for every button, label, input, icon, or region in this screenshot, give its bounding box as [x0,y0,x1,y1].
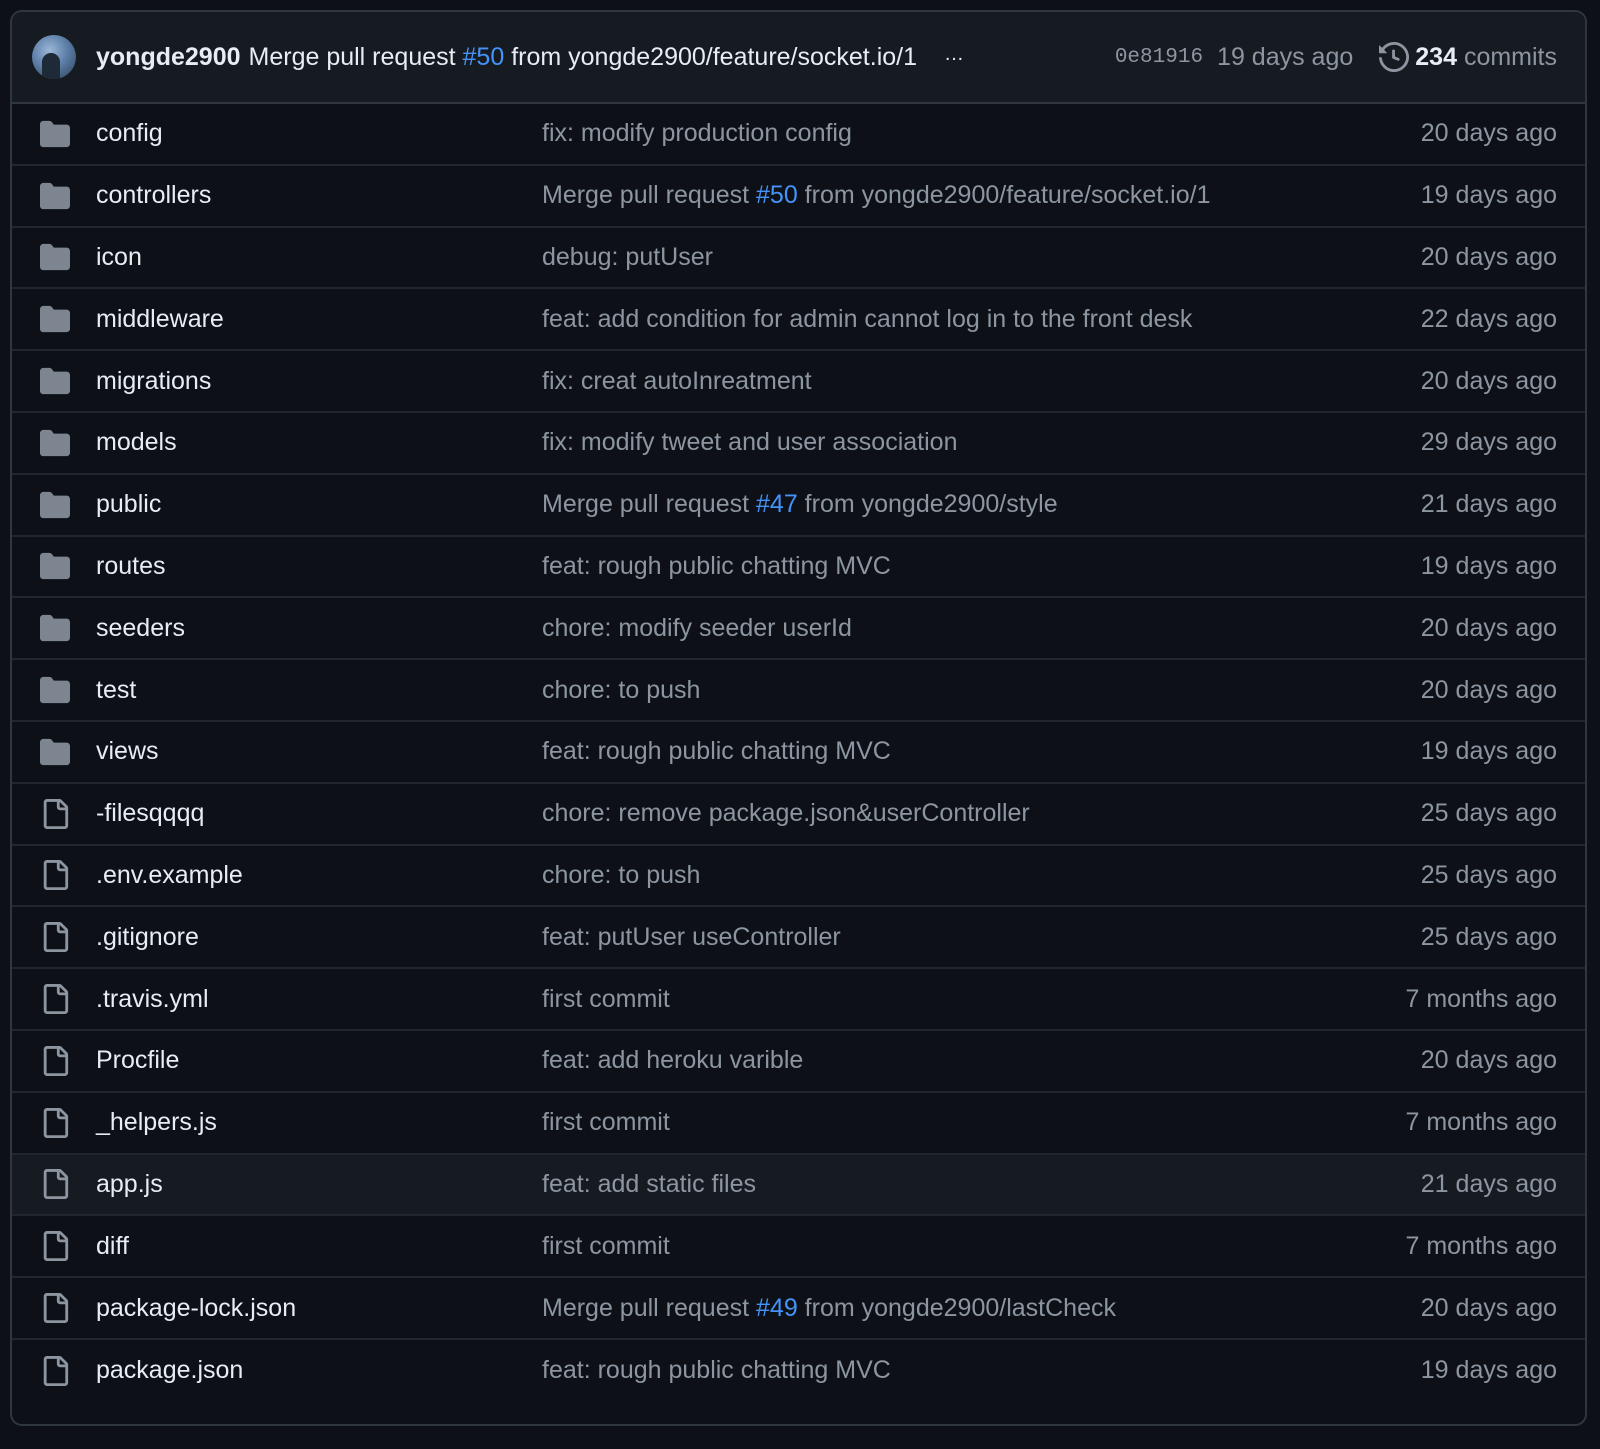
file-name-link[interactable]: package-lock.json [96,1293,297,1322]
file-commit-message-link[interactable] [542,119,852,148]
folder-icon [40,366,70,396]
commit-message-prefix[interactable]: chore: modify seeder userId [542,613,852,642]
commit-age: 19 days ago [1420,181,1557,210]
commit-message-prefix[interactable]: chore: to push [542,860,701,889]
commit-age: 21 days ago [1420,490,1557,519]
file-commit-message-link[interactable] [542,676,700,705]
commit-message-prefix[interactable]: first commit [542,984,670,1013]
file-name-link[interactable]: middleware [96,304,224,333]
file-commit-message-link[interactable] [542,428,957,457]
commit-message-prefix[interactable]: Merge pull request [542,490,757,519]
file-commit-message-link[interactable] [542,367,812,396]
commit-message-prefix[interactable]: debug: putUser [542,242,713,271]
latest-commit-bar [12,12,1585,104]
commit-message-prefix[interactable]: feat: add static files [542,1169,757,1198]
commit-age: 22 days ago [1420,304,1557,333]
file-name-link[interactable]: controllers [96,181,212,210]
pull-request-link[interactable]: #49 [756,1293,798,1322]
folder-icon [40,551,70,581]
folder-icon [40,428,70,458]
folder-icon [40,490,70,520]
file-row[interactable] [12,166,1585,228]
commit-message-prefix[interactable]: Merge pull request [542,1293,757,1322]
file-row[interactable] [12,907,1585,969]
commit-time: 19 days ago [1217,42,1354,71]
commit-message-prefix[interactable]: feat: add condition for admin cannot log in to the front desk [542,304,1193,333]
pull-request-link[interactable]: #50 [756,181,798,210]
pull-request-link[interactable]: #47 [756,490,798,519]
file-row[interactable] [12,1340,1585,1402]
file-commit-message-link[interactable] [542,552,891,581]
folder-icon [40,181,70,211]
file-commit-message-link[interactable] [542,1232,670,1261]
commit-message-suffix[interactable]: from yongde2900/feature/socket.io/1 [504,42,918,71]
file-commit-message-link[interactable] [542,614,852,643]
file-icon [40,1169,70,1199]
commit-message-prefix[interactable]: feat: rough public chatting MVC [542,1356,891,1385]
folder-icon [40,737,70,767]
commit-age: 19 days ago [1420,737,1557,766]
commit-message-prefix[interactable]: feat: add heroku varible [542,1046,804,1075]
commit-age: 19 days ago [1420,1356,1557,1385]
commit-message-prefix[interactable]: feat: rough public chatting MVC [542,737,891,766]
file-icon [40,1231,70,1261]
file-row[interactable] [12,537,1585,599]
commit-age: 20 days ago [1420,119,1557,148]
commit-age: 25 days ago [1420,860,1557,889]
folder-icon [40,675,70,705]
file-commit-message-link[interactable] [542,1356,891,1385]
file-list [12,104,1585,1402]
commit-message-prefix[interactable]: Merge pull request [542,181,757,210]
file-icon [40,1293,70,1323]
commit-message-prefix[interactable]: fix: modify production config [542,119,852,148]
file-commit-message-link[interactable] [542,923,841,952]
file-commit-message-link[interactable] [542,799,1030,828]
commit-message-prefix[interactable]: Merge pull request [248,42,463,71]
commit-message-prefix[interactable]: first commit [542,1108,670,1137]
commit-author-link[interactable]: yongde2900 [96,42,241,71]
folder-icon [40,304,70,334]
commit-age: 20 days ago [1420,242,1557,271]
commits-link[interactable] [1415,43,1557,72]
commit-sha-link[interactable]: 0e81916 [1114,45,1204,69]
file-name-link[interactable]: routes [96,551,166,580]
file-commit-message-link[interactable] [542,490,1058,519]
commit-age: 19 days ago [1420,551,1557,580]
commit-message-suffix[interactable]: from yongde2900/lastCheck [797,1293,1116,1322]
file-row[interactable] [12,1093,1585,1155]
commit-age: 29 days ago [1420,428,1557,457]
commit-count: 234 [1415,42,1457,71]
file-row[interactable] [12,784,1585,846]
file-name-link[interactable]: .gitignore [96,922,199,951]
file-commit-message-link[interactable] [542,1294,1116,1323]
file-commit-message-link[interactable] [542,1046,803,1075]
avatar[interactable] [32,35,76,79]
pull-request-link[interactable]: #50 [462,42,505,71]
commit-age: 20 days ago [1420,1046,1557,1075]
file-row[interactable] [12,846,1585,908]
file-name-link[interactable]: Procfile [96,1046,180,1075]
commit-message-prefix[interactable]: chore: to push [542,675,701,704]
file-name-link[interactable]: -filesqqqq [96,799,205,828]
file-browser [10,10,1587,1426]
commit-age: 7 months ago [1405,1108,1557,1137]
commit-message-suffix[interactable]: from yongde2900/style [797,490,1058,519]
file-icon [40,1108,70,1138]
commit-message-link[interactable] [249,43,918,72]
file-row[interactable] [12,1216,1585,1278]
file-name-link[interactable]: package.json [96,1356,244,1385]
file-commit-message-link[interactable] [542,181,1211,210]
file-icon [40,1046,70,1076]
file-name-link[interactable]: _helpers.js [96,1108,217,1137]
file-row[interactable] [12,475,1585,537]
file-row[interactable] [12,1278,1585,1340]
file-name-link[interactable]: public [96,490,162,519]
folder-icon [40,242,70,272]
commit-age: 25 days ago [1420,922,1557,951]
file-row[interactable] [12,598,1585,660]
file-name-link[interactable]: icon [96,242,142,271]
history-icon [1379,42,1409,72]
file-commit-message-link[interactable] [542,305,1192,334]
file-commit-message-link[interactable] [542,1170,756,1199]
file-icon [40,860,70,890]
file-commit-message-link[interactable] [542,861,700,890]
file-row[interactable] [12,413,1585,475]
file-name-link[interactable]: .env.example [96,860,243,889]
file-row[interactable] [12,351,1585,413]
commit-message-prefix[interactable]: fix: creat autoInreatment [542,366,812,395]
file-row[interactable] [12,1031,1585,1093]
file-row[interactable] [12,660,1585,722]
file-row[interactable] [12,104,1585,166]
commit-age: 20 days ago [1420,613,1557,642]
commit-message-prefix[interactable]: fix: modify tweet and user association [542,428,958,457]
commit-message-suffix[interactable]: from yongde2900/feature/socket.io/1 [797,181,1211,210]
commit-age: 20 days ago [1420,1293,1557,1322]
folder-icon [40,613,70,643]
commit-age: 25 days ago [1420,799,1557,828]
commits-label: commits [1463,42,1557,71]
file-icon [40,984,70,1014]
file-name-link[interactable]: views [96,737,159,766]
file-commit-message-link[interactable] [542,1108,670,1137]
file-name-link[interactable]: migrations [96,366,212,395]
file-name-link[interactable]: test [96,675,137,704]
file-name-link[interactable]: .travis.yml [96,984,209,1013]
commit-message-prefix[interactable]: feat: putUser useController [542,922,841,951]
file-icon [40,799,70,829]
commit-age: 7 months ago [1405,984,1557,1013]
file-name-link[interactable]: diff [96,1231,129,1260]
file-name-link[interactable]: seeders [96,613,185,642]
commit-message-prefix[interactable]: feat: rough public chatting MVC [542,551,891,580]
file-name-link[interactable]: app.js [96,1169,163,1198]
file-row[interactable] [12,289,1585,351]
file-commit-message-link[interactable] [542,243,713,272]
file-icon [40,1356,70,1386]
file-commit-message-link[interactable] [542,737,891,766]
commit-age: 20 days ago [1420,675,1557,704]
file-row[interactable] [12,1155,1585,1217]
commit-message-prefix[interactable]: chore: remove package.json&userController [542,799,1030,828]
expand-commit-message-button[interactable]: … [944,43,965,65]
file-name-link[interactable]: config [96,119,163,148]
file-row[interactable] [12,722,1585,784]
file-row[interactable] [12,969,1585,1031]
commit-message-prefix[interactable]: first commit [542,1231,670,1260]
folder-icon [40,119,70,149]
commit-age: 20 days ago [1420,366,1557,395]
file-row[interactable] [12,228,1585,290]
commit-age: 7 months ago [1405,1231,1557,1260]
commit-age: 21 days ago [1420,1169,1557,1198]
file-icon [40,922,70,952]
file-commit-message-link[interactable] [542,985,670,1014]
file-name-link[interactable]: models [96,428,177,457]
